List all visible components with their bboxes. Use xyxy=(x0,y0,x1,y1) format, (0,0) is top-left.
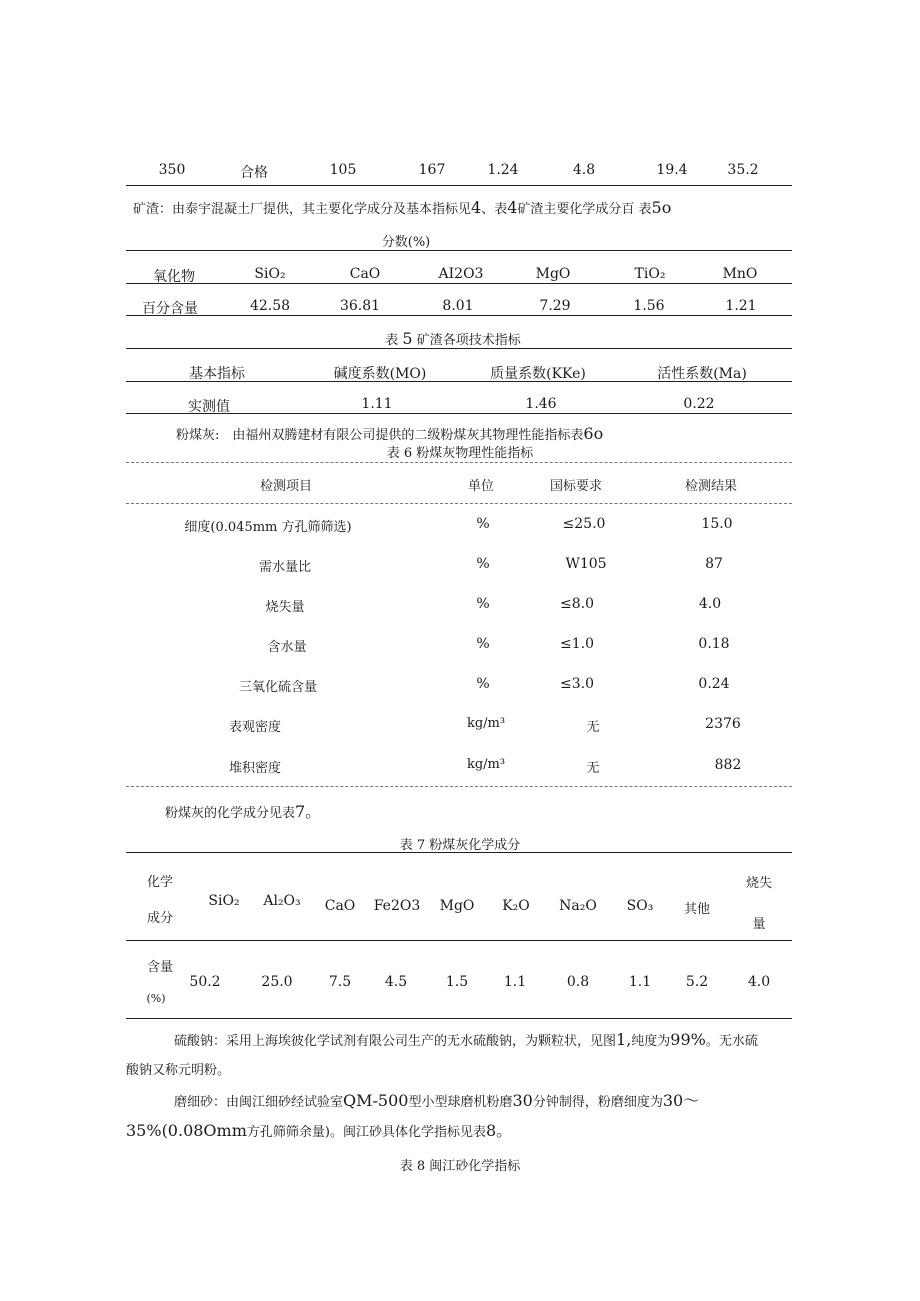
table4-header-cell: TiO₂ xyxy=(634,266,666,282)
top-cell: 167 xyxy=(418,162,446,178)
table4-cell: 7.29 xyxy=(539,298,571,314)
table7-header-label: 成分 xyxy=(146,911,174,926)
table7-row-label: 含量 xyxy=(146,960,174,975)
table6-result: 882 xyxy=(714,757,742,773)
table7-header-cell: K₂O xyxy=(502,898,530,914)
table7-cell: 1.1 xyxy=(628,974,652,990)
table6-unit: % xyxy=(476,516,490,532)
table-rule xyxy=(126,786,792,787)
table5-header-cell: 基本指标 xyxy=(189,366,245,382)
table-rule xyxy=(126,283,792,284)
table7-header-label: 烧失 xyxy=(745,876,773,891)
table5-cell: 1.46 xyxy=(525,396,557,412)
sodium-sulfate-text: 硫酸钠：采用上海埃彼化学试剂有限公司生产的无水硫酸钠，为颗粒状，见图 xyxy=(174,1034,617,1049)
top-cell: 350 xyxy=(158,162,186,178)
table4-cell: 1.21 xyxy=(725,298,757,314)
top-cell: 105 xyxy=(329,162,357,178)
table7-header-cell: Na₂O xyxy=(559,898,597,914)
table6-unit: kg∕m³ xyxy=(466,716,506,731)
table4-cell: 百分含量 xyxy=(142,301,198,317)
flyash-chem-note xyxy=(165,799,321,822)
table5-cell: 实测值 xyxy=(188,399,230,415)
sodium-sulfate-text: 纯度为 xyxy=(631,1034,671,1049)
table7-cell: 1.1 xyxy=(503,974,527,990)
flyash-intro-text: 粉煤灰: 由福州双腾建材有限公司提供的二级粉煤灰其物理性能指标表 xyxy=(176,428,584,443)
table5-cell: 1.11 xyxy=(361,396,393,412)
table7-header-cell: Fe2O3 xyxy=(373,898,421,914)
table6-result: 87 xyxy=(705,556,723,572)
table7-header-cell: SO₃ xyxy=(626,898,654,914)
table4-cell: 8.01 xyxy=(442,298,474,314)
table4-cell: 1.56 xyxy=(633,298,665,314)
top-cell: 1.24 xyxy=(487,162,519,178)
table-rule xyxy=(126,1018,792,1019)
table5-cell: 0.22 xyxy=(683,396,715,412)
slag-intro-num: 4 xyxy=(471,198,482,217)
table4-header-cell: SiO₂ xyxy=(254,266,286,282)
table6-item: 细度(0.045mm 方孔筛筛选) xyxy=(184,520,352,535)
table-rule xyxy=(126,852,792,853)
slag-intro xyxy=(133,198,671,217)
table6-standard: ≤25.0 xyxy=(562,516,606,532)
slag-intro-text: 、表 xyxy=(481,202,508,217)
table-rule xyxy=(126,503,792,504)
table6-item: 含水量 xyxy=(267,640,307,655)
table7-header-cell: MgO xyxy=(439,898,475,914)
table4-header-cell: MnO xyxy=(722,266,758,282)
table6-caption: 表 6 粉煤灰物理性能指标 xyxy=(386,446,534,461)
table4-header-cell: CaO xyxy=(349,266,381,282)
slag-intro-num: 4 xyxy=(507,198,518,217)
table7-header-cell: CaO xyxy=(324,898,356,914)
table6-unit: % xyxy=(476,596,490,612)
table-rule xyxy=(126,381,792,382)
table7-caption: 表 7 粉煤灰化学成分 xyxy=(399,838,521,853)
slag-intro-text: 矿渣主要化学成分百 表 xyxy=(517,202,652,217)
sand-text: 方孔筛筛余量)。闽江砂具体化学指标见表 xyxy=(246,1125,486,1140)
top-cell: 合格 xyxy=(240,165,268,181)
top-cell: 35.2 xyxy=(727,162,759,178)
table6-header-cell: 单位 xyxy=(467,479,495,494)
sand-line1 xyxy=(174,1088,699,1111)
table7-cell: 5.2 xyxy=(685,974,709,990)
table6-unit: kg∕m³ xyxy=(466,757,506,772)
table6-result: 15.0 xyxy=(701,516,733,532)
table7-cell: 1.5 xyxy=(445,974,469,990)
top-cell: 4.8 xyxy=(572,162,596,178)
table7-cell: 7.5 xyxy=(328,974,352,990)
table5-header-cell: 活性系数(Ma) xyxy=(657,366,747,382)
table5-header-cell: 碱度系数(MO) xyxy=(333,366,427,382)
sand-num: 8。 xyxy=(485,1121,513,1140)
table4-header-cell: MgO xyxy=(535,266,571,282)
table4-unit: 分数(%) xyxy=(381,235,431,250)
table7-header-label: 量 xyxy=(752,917,766,932)
flyash-intro-num: 6o xyxy=(583,424,604,443)
table-rule xyxy=(126,413,792,414)
table6-header-cell: 国标要求 xyxy=(549,479,603,494)
table-rule xyxy=(126,348,792,349)
flyash-intro xyxy=(176,424,603,443)
table7-cell: 4.0 xyxy=(747,974,771,990)
sodium-sulfate-num: 1, xyxy=(616,1030,632,1049)
table6-standard: W105 xyxy=(565,556,607,572)
slag-intro-text: 矿渣：由泰宇混凝土厂提供，其主要化学成分及基本指标见 xyxy=(133,202,472,217)
sand-range: 30～ xyxy=(662,1091,700,1110)
table7-cell: 50.2 xyxy=(189,974,221,990)
table-rule xyxy=(126,250,792,251)
table7-header-cell: Al₂O₃ xyxy=(263,893,301,909)
table6-item: 表观密度 xyxy=(228,720,282,735)
sand-model: QM-500 xyxy=(343,1091,409,1110)
table4-header-cell: 氧化物 xyxy=(153,269,195,285)
table5-caption-num: 5 xyxy=(402,329,413,348)
table7-cell: 25.0 xyxy=(261,974,293,990)
table7-header-cell: SiO₂ xyxy=(208,893,240,909)
table6-item: 堆积密度 xyxy=(228,761,282,776)
sand-pct: 35%(0.08Omm xyxy=(126,1121,247,1140)
table6-unit: % xyxy=(476,676,490,692)
table6-standard: ≤1.0 xyxy=(560,636,594,652)
table6-unit: % xyxy=(476,636,490,652)
table7-header-label: 化学 xyxy=(146,875,174,890)
table5-caption-text: 矿渣各项技术指标 xyxy=(416,333,521,348)
table8-caption: 表 8 闽江砂化学指标 xyxy=(399,1159,521,1174)
table5-caption-pre: 表 xyxy=(385,333,399,348)
table6-standard: ≤8.0 xyxy=(560,596,594,612)
sodium-sulfate-line1 xyxy=(174,1030,758,1049)
top-cell: 19.4 xyxy=(656,162,688,178)
table6-standard: 无 xyxy=(586,761,600,776)
sand-line2 xyxy=(126,1118,512,1141)
table6-standard: ≤3.0 xyxy=(560,676,594,692)
table5-caption xyxy=(385,329,521,348)
table6-standard: 无 xyxy=(586,720,600,735)
table6-item: 需水量比 xyxy=(258,560,312,575)
table7-header-cell: 其他 xyxy=(683,902,711,917)
flyash-chem-note-text: 粉煤灰的化学成分见表 xyxy=(165,806,296,821)
table-rule xyxy=(126,940,792,941)
sand-text: 磨细砂：由闽江细砂经试验室 xyxy=(174,1095,344,1110)
table4-cell: 42.58 xyxy=(249,298,291,314)
table6-header-cell: 检测结果 xyxy=(684,479,738,494)
table7-row-label: (%) xyxy=(146,992,166,1005)
slag-intro-num: 5o xyxy=(651,198,672,217)
sand-num: 30 xyxy=(512,1091,533,1110)
table4-cell: 36.81 xyxy=(339,298,381,314)
table-rule xyxy=(126,315,792,316)
table4-header-cell: AI2O3 xyxy=(438,266,484,282)
table6-item: 烧失量 xyxy=(265,600,305,615)
table6-result: 2376 xyxy=(705,716,741,732)
table6-item: 三氧化硫含量 xyxy=(238,680,318,695)
table7-cell: 0.8 xyxy=(566,974,590,990)
table6-result: 0.18 xyxy=(698,636,730,652)
table-rule xyxy=(126,185,792,186)
table6-result: 0.24 xyxy=(698,676,730,692)
sand-text: 分钟制得，粉磨细度为 xyxy=(532,1095,663,1110)
table7-cell: 4.5 xyxy=(384,974,408,990)
sand-text: 型小型球磨机粉磨 xyxy=(408,1095,513,1110)
flyash-chem-note-num: 7。 xyxy=(295,802,322,821)
table6-header-cell: 检测项目 xyxy=(259,479,313,494)
table5-header-cell: 质量系数(KKe) xyxy=(490,366,586,382)
sodium-sulfate-text: 。无水硫 xyxy=(705,1034,758,1049)
table6-result: 4.0 xyxy=(698,596,722,612)
table-rule xyxy=(126,462,792,463)
table6-unit: % xyxy=(476,556,490,572)
sodium-sulfate-pct: 99% xyxy=(670,1030,706,1049)
sodium-sulfate-line2: 酸钠又称元明粉。 xyxy=(126,1063,231,1078)
